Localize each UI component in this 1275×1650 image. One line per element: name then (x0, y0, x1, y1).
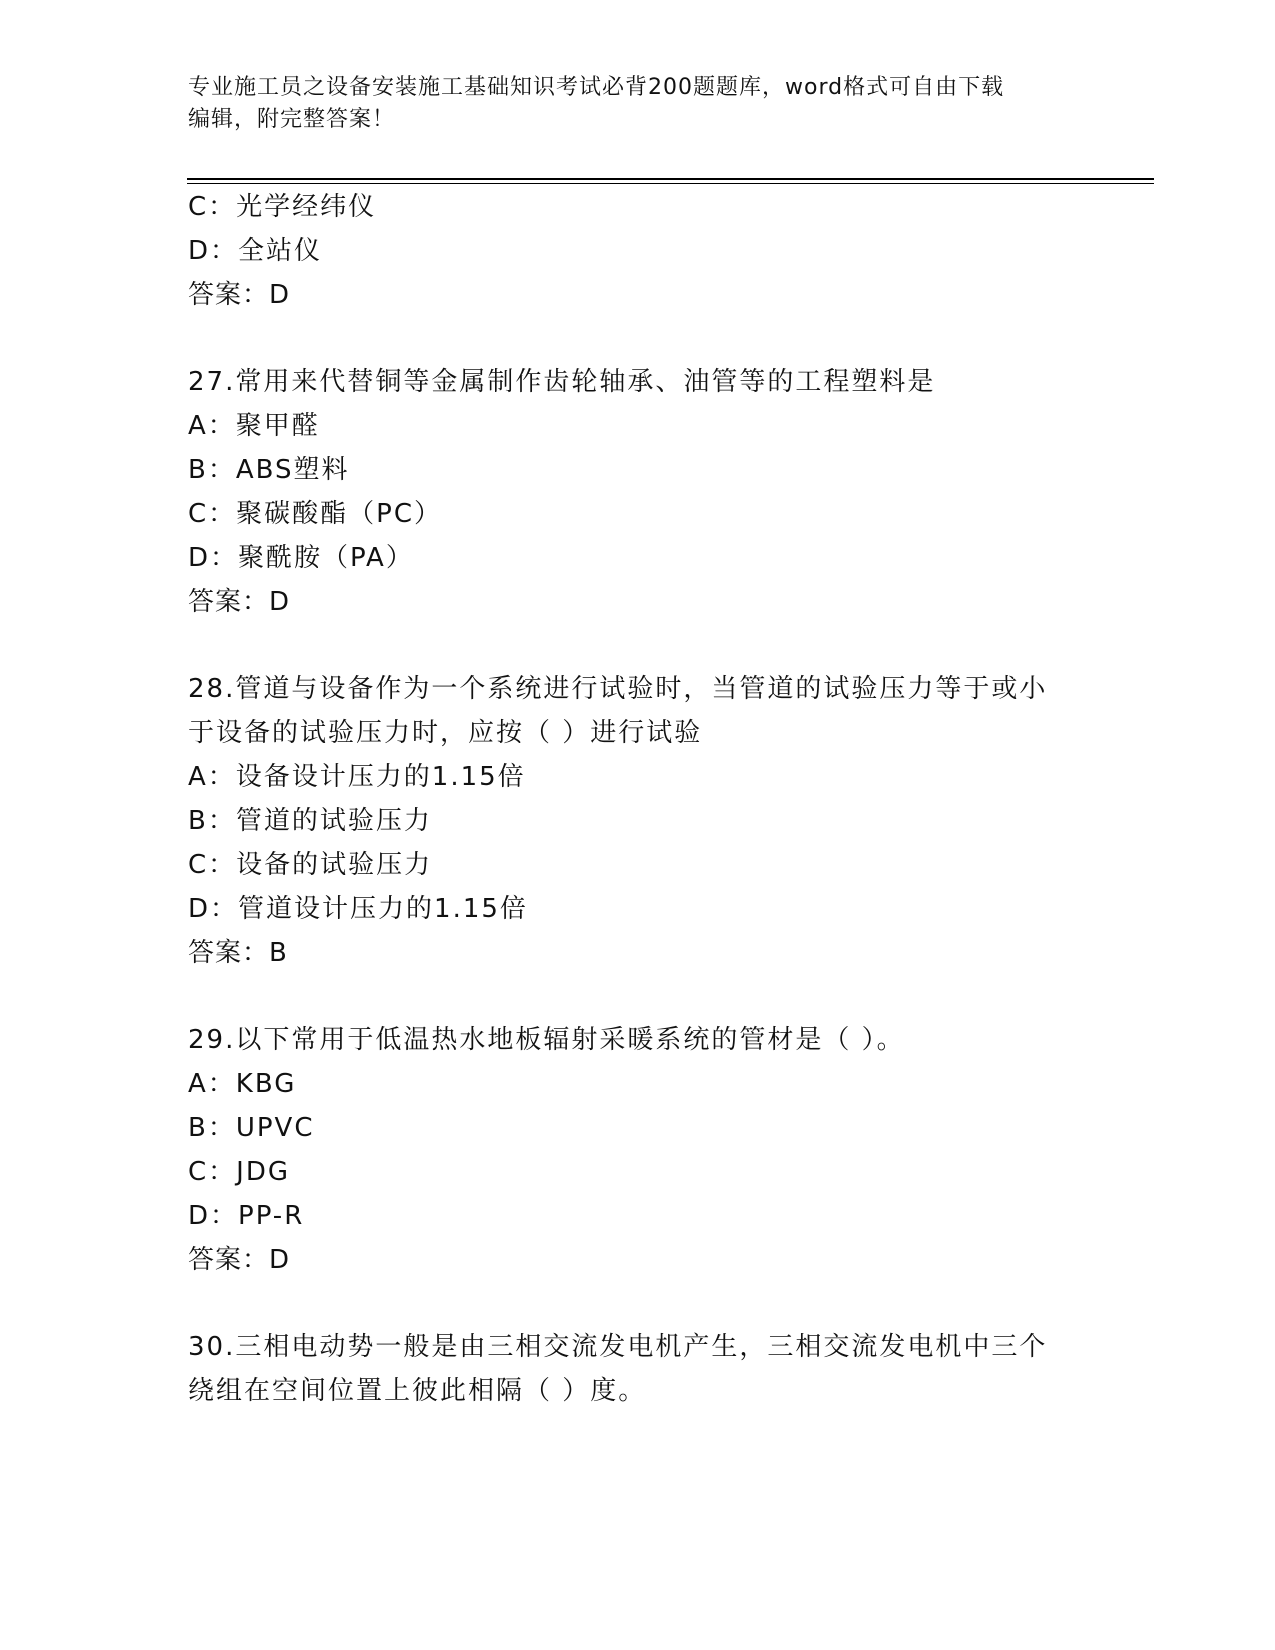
option-d: D：聚酰胺（PA） (188, 543, 414, 573)
question-stem: 29.以下常用于低温热水地板辐射采暖系统的管材是（ ）。 (188, 1025, 905, 1055)
header-text (188, 72, 1088, 136)
question-stem-line-1: 28.管道与设备作为一个系统进行试验时，当管道的试验压力等于或小 (188, 674, 1048, 704)
option-b: B：ABS塑料 (188, 455, 350, 485)
answer: 答案：D (188, 1245, 291, 1275)
option-d: D：全站仪 (188, 236, 323, 266)
question-stem-line-1: 30.三相电动势一般是由三相交流发电机产生，三相交流发电机中三个 (188, 1332, 1048, 1362)
option-c: C：设备的试验压力 (188, 850, 433, 880)
header-divider-thick (187, 178, 1154, 180)
option-b: B：UPVC (188, 1113, 315, 1143)
option-d: D：PP-R (188, 1201, 305, 1231)
answer: 答案：D (188, 587, 291, 617)
question-stem-line-2: 绕组在空间位置上彼此相隔（ ）度。 (188, 1376, 647, 1406)
question-stem-line-2: 于设备的试验压力时，应按（ ）进行试验 (188, 718, 703, 748)
option-c: C：光学经纬仪 (188, 192, 377, 222)
option-d: D：管道设计压力的1.15倍 (188, 894, 528, 924)
header-line-1: 专业施工员之设备安装施工基础知识考试必背200题题库，word格式可自由下载 (188, 75, 1005, 100)
option-c: C：聚碳酸酯（PC） (188, 499, 442, 529)
option-c: C：JDG (188, 1157, 290, 1187)
answer: 答案：B (188, 938, 288, 968)
option-a: A：KBG (188, 1069, 297, 1099)
option-a: A：聚甲醛 (188, 411, 320, 441)
answer: 答案：D (188, 280, 291, 310)
header-line-2: 编辑，附完整答案！ (188, 107, 396, 132)
option-b: B：管道的试验压力 (188, 806, 432, 836)
question-stem: 27.常用来代替铜等金属制作齿轮轴承、油管等的工程塑料是 (188, 367, 936, 397)
option-a: A：设备设计压力的1.15倍 (188, 762, 526, 792)
header-divider-thin (187, 183, 1154, 184)
